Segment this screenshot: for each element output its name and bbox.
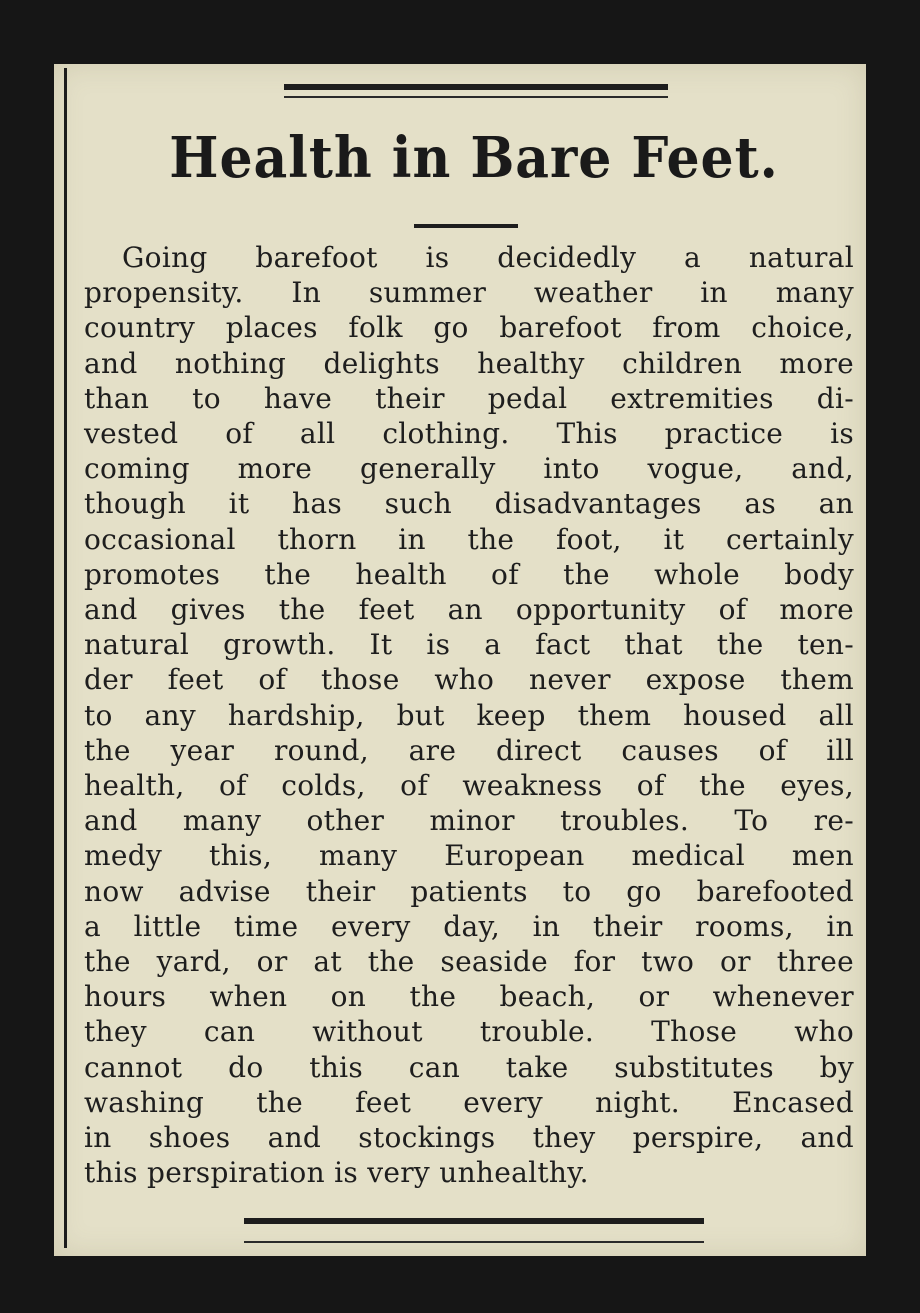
bottom-rule-thick: [244, 1218, 704, 1224]
top-rule-thin: [284, 96, 668, 98]
article-line: and nothing delights healthy children more: [84, 346, 854, 380]
article-line: health, of colds, of weakness of the eyes,: [84, 769, 854, 803]
article-line: now advise their patients to go barefooted: [84, 874, 854, 908]
newspaper-clipping: [54, 64, 866, 1256]
article-line: and many other minor troubles. To re-: [84, 804, 854, 838]
article-line: hours when on the beach, or whenever: [84, 980, 854, 1014]
article-line: Going barefoot is decidedly a natural: [122, 241, 854, 274]
column-rule-left: [64, 68, 67, 1248]
article-line: medy this, many European medical men: [84, 839, 854, 873]
article-line: the yard, or at the seaside for two or three: [84, 945, 854, 979]
bottom-rule-thin: [244, 1241, 704, 1243]
article-line: washing the feet every night. Encased: [84, 1085, 854, 1119]
article-line: though it has such disadvantages as an: [84, 487, 854, 521]
article-line: occasional thorn in the foot, it certainly: [84, 522, 854, 556]
article-line: they can without trouble. Those who: [84, 1015, 854, 1049]
article-line: promotes the health of the whole body: [84, 557, 854, 591]
article-line: than to have their pedal extremities di-: [84, 381, 854, 415]
article-line: in shoes and stockings they perspire, and: [84, 1121, 854, 1155]
article-line: cannot do this can take substitutes by: [84, 1050, 854, 1084]
article-line: country places folk go barefoot from choice,: [84, 311, 854, 345]
article-line: this perspiration is very unhealthy.: [84, 1156, 589, 1190]
article-line: and gives the feet an opportunity of more: [84, 593, 854, 627]
article-line: the year round, are direct causes of ill: [84, 733, 854, 767]
headline-dash-rule: [414, 224, 518, 228]
article-line: a little time every day, in their rooms, in: [84, 909, 854, 943]
article-line: vested of all clothing. This practice is: [84, 417, 854, 451]
top-rule-thick: [284, 84, 668, 90]
article-line: propensity. In summer weather in many: [84, 276, 854, 310]
article-body: [84, 240, 854, 1190]
article-line: der feet of those who never expose them: [84, 663, 854, 697]
article-line: natural growth. It is a fact that the ten-: [84, 628, 854, 662]
article-headline: Health in Bare Feet.: [169, 125, 779, 191]
article-line: to any hardship, but keep them housed all: [84, 698, 854, 732]
article-line: coming more generally into vogue, and,: [84, 452, 854, 486]
